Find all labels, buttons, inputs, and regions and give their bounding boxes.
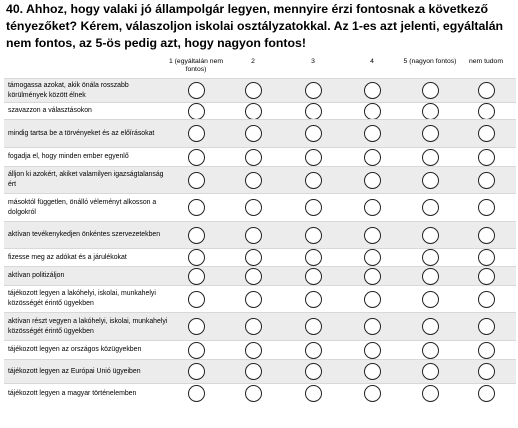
radio-option-2[interactable] [245,363,262,380]
radio-option-1[interactable] [188,291,205,308]
radio-option-4[interactable] [364,249,381,266]
radio-option-5[interactable] [422,82,439,99]
radio-option-1[interactable] [188,103,205,120]
radio-option-2[interactable] [245,82,262,99]
radio-option-3[interactable] [305,291,322,308]
radio-option-3[interactable] [305,227,322,244]
radio-option-5[interactable] [422,199,439,216]
row-label: tájékozott legyen a magyar történelemben [8,389,137,397]
radio-option-6[interactable] [478,363,495,380]
radio-option-4[interactable] [364,268,381,285]
radio-option-6[interactable] [478,249,495,266]
column-header-2: 2 [251,58,255,65]
radio-option-4[interactable] [364,103,381,120]
radio-option-6[interactable] [478,318,495,335]
radio-option-3[interactable] [305,318,322,335]
radio-option-3[interactable] [305,385,322,402]
radio-option-1[interactable] [188,268,205,285]
table-row [4,383,516,403]
column-header-row [4,56,516,78]
table-row [4,266,516,285]
radio-option-3[interactable] [305,82,322,99]
radio-option-4[interactable] [364,385,381,402]
radio-option-6[interactable] [478,82,495,99]
radio-option-5[interactable] [422,342,439,359]
radio-option-4[interactable] [364,227,381,244]
radio-option-6[interactable] [478,291,495,308]
row-label: aktívan politizáljon [8,272,65,279]
radio-option-4[interactable] [364,342,381,359]
radio-option-2[interactable] [245,318,262,335]
column-header-4: 4 [370,58,374,65]
radio-option-2[interactable] [245,291,262,308]
radio-option-3[interactable] [305,172,322,189]
radio-option-2[interactable] [245,103,262,120]
table-row [4,221,516,248]
radio-option-3[interactable] [305,249,322,266]
row-label: mindig tartsa be a törvényeket és az előírásokat [8,129,155,137]
radio-option-2[interactable] [245,149,262,166]
radio-option-4[interactable] [364,149,381,166]
radio-option-1[interactable] [188,149,205,166]
row-label: másoktól független, önálló véleményt alkosson a dolgokról [8,198,157,216]
radio-option-2[interactable] [245,125,262,142]
row-label: fizesse meg az adókat és a járulékokat [8,253,127,261]
radio-option-6[interactable] [478,342,495,359]
radio-option-6[interactable] [478,385,495,402]
radio-option-3[interactable] [305,363,322,380]
table-row [4,166,516,193]
radio-option-5[interactable] [422,318,439,335]
row-label: tájékozott legyen az országos közügyekben [8,346,142,353]
table-row [4,340,516,359]
radio-option-3[interactable] [305,125,322,142]
column-header-6: nem tudom [468,58,503,65]
row-label: támogassa azokat, akik önála rosszabb körülmények között élnek [8,81,129,99]
table-row [4,147,516,166]
radio-option-6[interactable] [478,103,495,120]
radio-option-3[interactable] [305,268,322,285]
radio-option-6[interactable] [478,227,495,244]
table-row [4,248,516,266]
radio-option-1[interactable] [188,363,205,380]
radio-option-6[interactable] [478,268,495,285]
radio-option-2[interactable] [245,227,262,244]
radio-option-1[interactable] [188,385,205,402]
table-row [4,312,516,340]
row-label: aktívan tevékenykedjen önkéntes szervezetekben [8,231,161,238]
row-label: tájékozott legyen a lakóhelyi, iskolai, munkahelyi közösségét érintő ügyekben [8,290,156,307]
radio-option-1[interactable] [188,125,205,142]
radio-option-2[interactable] [245,199,262,216]
radio-option-4[interactable] [364,363,381,380]
radio-option-1[interactable] [188,172,205,189]
radio-option-3[interactable] [305,342,322,359]
radio-option-5[interactable] [422,125,439,142]
radio-option-5[interactable] [422,249,439,266]
grid-rows [4,78,516,403]
radio-option-5[interactable] [422,149,439,166]
radio-option-2[interactable] [245,385,262,402]
radio-option-5[interactable] [422,172,439,189]
table-row [4,119,516,147]
radio-option-2[interactable] [245,342,262,359]
radio-option-5[interactable] [422,291,439,308]
radio-option-5[interactable] [422,103,439,120]
radio-option-5[interactable] [422,268,439,285]
radio-option-1[interactable] [188,82,205,99]
radio-option-4[interactable] [364,125,381,142]
radio-option-6[interactable] [478,172,495,189]
radio-option-1[interactable] [188,249,205,266]
radio-option-2[interactable] [245,268,262,285]
table-row [4,102,516,119]
table-row [4,78,516,102]
radio-option-5[interactable] [422,363,439,380]
radio-option-6[interactable] [478,199,495,216]
radio-option-2[interactable] [245,249,262,266]
radio-option-3[interactable] [305,149,322,166]
column-header-3: 3 [311,58,315,65]
question-text: 40. Ahhoz, hogy valaki jó állampolgár legyen, mennyire érzi fontosnak a következő tényezőket? Kérem, válaszoljon iskolai osztályzatokkal. Az 1-es azt jelenti, egyáltalán nem fontos, az 5-ös pedig azt, hogy nagyon fontos! [6,2,504,50]
radio-option-1[interactable] [188,199,205,216]
radio-option-3[interactable] [305,103,322,120]
radio-option-4[interactable] [364,172,381,189]
radio-option-1[interactable] [188,342,205,359]
row-label: fogadja el, hogy minden ember egyenlő [8,153,129,160]
radio-option-5[interactable] [422,227,439,244]
radio-option-2[interactable] [245,172,262,189]
column-header-1: 1 (egyáltalán nem fontos) [168,58,224,73]
column-header-5: 5 (nagyon fontos) [403,58,457,65]
row-label: aktívan részt vegyen a lakóhelyi, iskolai, munkahelyi közösségét érintő ügyekben [8,317,168,335]
radio-option-4[interactable] [364,82,381,99]
row-label: álljon ki azokért, akiket valamilyen igazságtalanság ért [8,171,164,188]
table-row [4,285,516,312]
table-row [4,359,516,383]
radio-option-1[interactable] [188,318,205,335]
radio-option-5[interactable] [422,385,439,402]
radio-option-4[interactable] [364,291,381,308]
radio-option-4[interactable] [364,199,381,216]
radio-option-6[interactable] [478,125,495,142]
radio-option-1[interactable] [188,227,205,244]
radio-option-6[interactable] [478,149,495,166]
radio-option-3[interactable] [305,199,322,216]
rating-grid [4,56,516,403]
table-row [4,193,516,221]
row-label: tájékozott legyen az Európai Unió ügyeiben [8,367,141,375]
row-label: szavazzon a választásokon [8,107,92,114]
radio-option-4[interactable] [364,318,381,335]
